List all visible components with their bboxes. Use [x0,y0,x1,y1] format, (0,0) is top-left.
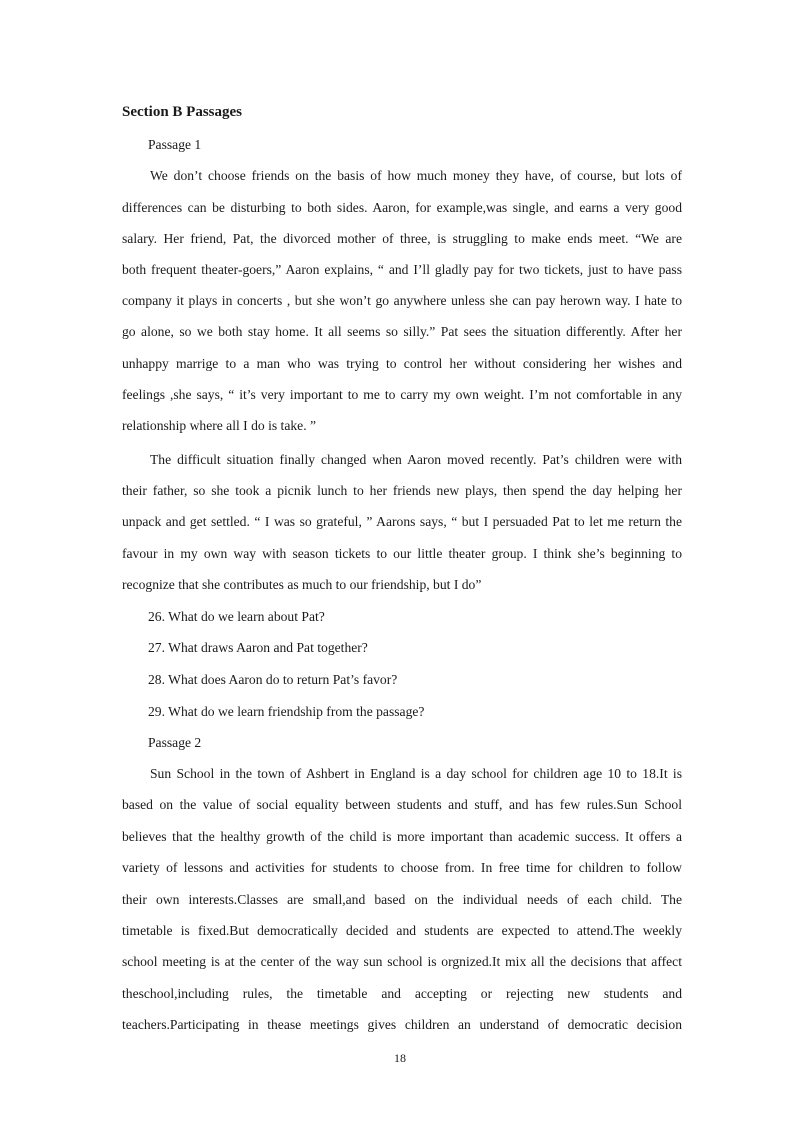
paragraph-line: relationship where all I do is take. ” [122,418,317,433]
paragraph-line: theschool,including rules, the timetable and accepting or rejecting new students and [122,986,682,1001]
paragraph-line: recognize that she contributes as much to our friendship, but I do” [122,577,482,592]
paragraph-line: teachers.Participating in thease meetings gives children an understand of democratic decision [122,1017,682,1032]
question-28: 28. What does Aaron do to return Pat’s favor? [148,672,398,687]
paragraph-line: go alone, so we both stay home. It all seems so silly.” Pat sees the situation differently. After her [122,324,682,339]
paragraph-line: favour in my own way with season tickets to our little theater group. I think she’s beginning to [122,546,682,561]
paragraph-line: unhappy marrige to a man who was trying to control her without considering her wishes and [122,356,682,371]
paragraph-line: differences can be disturbing to both sides. Aaron, for example,was single, and earns a very good [122,200,682,215]
question-26: 26. What do we learn about Pat? [148,609,325,624]
paragraph-line: The difficult situation finally changed when Aaron moved recently. Pat’s children were with [150,452,682,467]
passage-1-label: Passage 1 [148,137,202,152]
paragraph-line: their father, so she took a picnik lunch to her friends new plays, then spend the day helping her [122,483,682,498]
section-title: Section B Passages [122,104,242,120]
passage-2-label: Passage 2 [148,735,202,750]
paragraph-line: based on the value of social equality between students and stuff, and has few rules.Sun School [122,797,682,812]
paragraph-line: their own interests.Classes are small,and based on the individual needs of each child. The [122,892,682,907]
paragraph-line: Sun School in the town of Ashbert in England is a day school for children age 10 to 18.It is [150,766,682,781]
paragraph-line: feelings ,she says, “ it’s very important to me to carry my own weight. I’m not comfortable in any [122,387,682,402]
paragraph-line: school meeting is at the center of the way sun school is orgnized.It mix all the decisions that affect [122,954,682,969]
paragraph-line: salary. Her friend, Pat, the divorced mother of three, is struggling to make ends meet. “We are [122,231,682,246]
paragraph-line: variety of lessons and activities for students to choose from. In free time for children to follow [122,860,682,875]
page-number: 18 [394,1051,406,1065]
paragraph-line: unpack and get settled. “ I was so grateful, ” Aarons says, “ but I persuaded Pat to let me return the [122,514,682,529]
question-27: 27. What draws Aaron and Pat together? [148,640,368,655]
paragraph-line: timetable is fixed.But democratically decided and students are expected to attend.The weekly [122,923,682,938]
paragraph-line: both frequent theater-goers,” Aaron explains, “ and I’ll gladly pay for two tickets, just to have pass [122,262,682,277]
paragraph-line: company it plays in concerts , but she won’t go anywhere unless she can pay herown way. I hate to [122,293,682,308]
paragraph-line: We don’t choose friends on the basis of how much money they have, of course, but lots of [150,168,682,183]
question-29: 29. What do we learn friendship from the passage? [148,704,425,719]
paragraph-line: believes that the healthy growth of the child is more important than academic success. It offers a [122,829,682,844]
